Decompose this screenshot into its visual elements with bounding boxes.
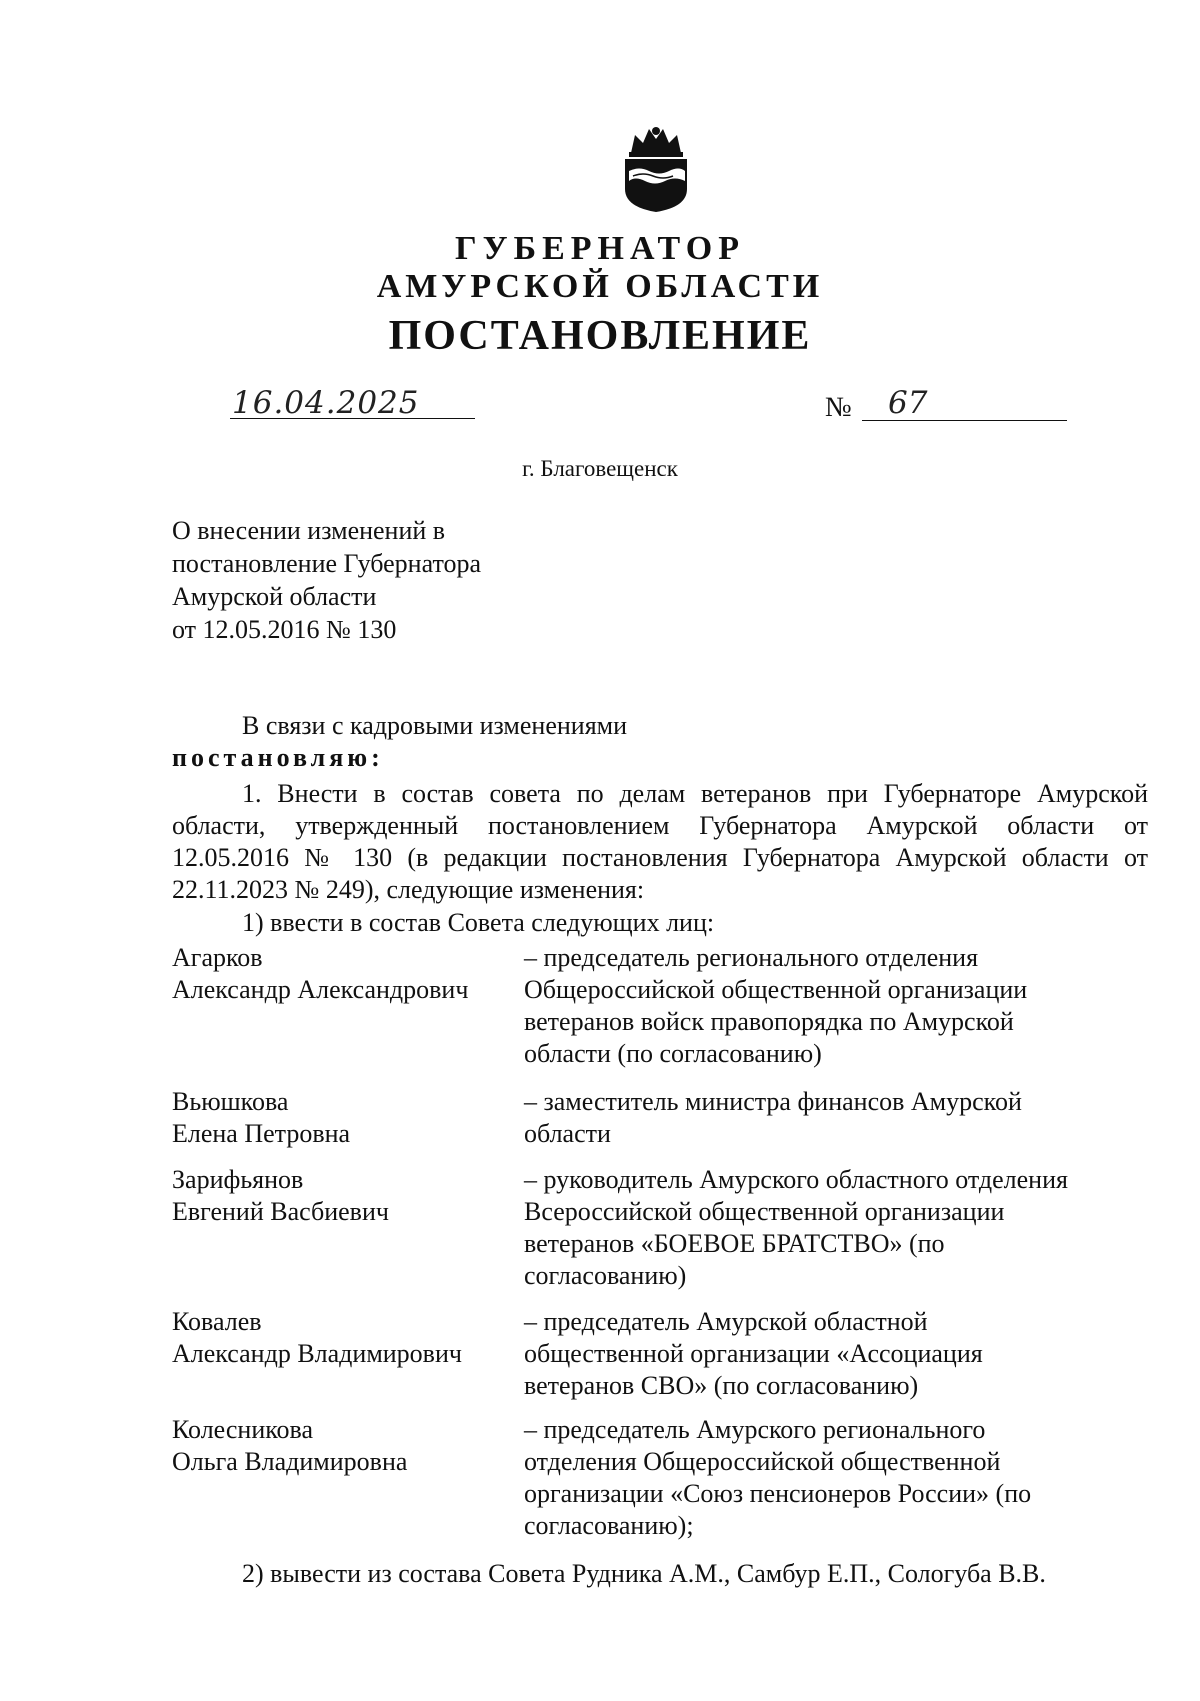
role-line: области (по согласованию) bbox=[524, 1039, 822, 1068]
member-given-name: Александр Владимирович bbox=[172, 1339, 462, 1368]
member-name bbox=[172, 1414, 512, 1478]
member-given-name: Александр Александрович bbox=[172, 975, 469, 1004]
member-name bbox=[172, 1306, 512, 1370]
city-label: г. Благовещенск bbox=[522, 456, 678, 481]
intro-block bbox=[172, 710, 1148, 774]
subitem-2: 2) вывести из состава Совета Рудника А.М., Самбур Е.П., Сологуба В.В. bbox=[242, 1559, 1046, 1588]
role-line: Общероссийской общественной организации bbox=[524, 975, 1028, 1004]
role-line: – председатель регионального отделения bbox=[524, 943, 979, 972]
paragraph-line: 1. Внести в состав совета по делам ветеранов при Губернаторе Амурской bbox=[242, 779, 1148, 808]
member-surname: Вьюшкова bbox=[172, 1087, 289, 1116]
date-underline bbox=[230, 418, 475, 419]
role-line: – председатель Амурского регионального bbox=[524, 1415, 986, 1444]
subject-line: от 12.05.2016 № 130 bbox=[172, 615, 397, 644]
member-given-name: Евгений Васбиевич bbox=[172, 1197, 389, 1226]
document-number: 67 bbox=[888, 385, 928, 421]
number-underline bbox=[862, 420, 1067, 421]
item-1-paragraph bbox=[172, 778, 1148, 906]
subject-line: Амурской области bbox=[172, 582, 377, 611]
role-line: согласованию); bbox=[524, 1511, 694, 1540]
member-given-name: Елена Петровна bbox=[172, 1119, 351, 1148]
member-name bbox=[172, 942, 512, 1006]
member-surname: Ковалев bbox=[172, 1307, 262, 1336]
role-line: Всероссийской общественной организации bbox=[524, 1197, 1005, 1226]
role-line: ветеранов «БОЕВОЕ БРАТСТВО» (по bbox=[524, 1229, 945, 1258]
role-line: ветеранов войск правопорядка по Амурской bbox=[524, 1007, 1014, 1036]
member-surname: Агарков bbox=[172, 943, 263, 972]
role-line: отделения Общероссийской общественной bbox=[524, 1447, 1001, 1476]
member-role bbox=[524, 1164, 1132, 1292]
member-role bbox=[524, 1086, 1132, 1150]
paragraph-line: 12.05.2016 № 130 (в редакции постановления Губернатора Амурской области от bbox=[172, 843, 1148, 872]
amur-oblast-coat-of-arms-icon bbox=[615, 123, 697, 213]
member-surname: Зарифьянов bbox=[172, 1165, 304, 1194]
decree-word: постановляю: bbox=[172, 743, 384, 772]
paragraph-line: области, утвержденный постановлением Губернатора Амурской области от bbox=[172, 811, 1148, 840]
role-line: ветеранов СВО» (по согласованию) bbox=[524, 1371, 919, 1400]
member-name bbox=[172, 1086, 512, 1150]
paragraph-line: 22.11.2023 № 249), следующие изменения: bbox=[172, 875, 645, 904]
member-given-name: Ольга Владимировна bbox=[172, 1447, 408, 1476]
document-date: 16.04.2025 bbox=[232, 385, 420, 421]
member-role bbox=[524, 1306, 1132, 1402]
member-role bbox=[524, 1414, 1132, 1542]
subitem-1: 1) ввести в состав Совета следующих лиц: bbox=[242, 908, 715, 937]
role-line: организации «Союз пенсионеров России» (по bbox=[524, 1479, 1032, 1508]
number-sign: № bbox=[825, 392, 852, 423]
intro-text: В связи с кадровыми изменениями bbox=[242, 711, 628, 740]
member-role bbox=[524, 942, 1132, 1070]
role-line: общественной организации «Ассоциация bbox=[524, 1339, 983, 1368]
issuer-region: АМУРСКОЙ ОБЛАСТИ bbox=[376, 268, 824, 305]
subject-line: постановление Губернатора bbox=[172, 549, 482, 578]
role-line: – руководитель Амурского областного отделения bbox=[524, 1165, 1068, 1194]
role-line: согласованию) bbox=[524, 1261, 687, 1290]
member-surname: Колесникова bbox=[172, 1415, 314, 1444]
role-line: области bbox=[524, 1119, 611, 1148]
subject-block bbox=[172, 514, 481, 646]
document-type: ПОСТАНОВЛЕНИЕ bbox=[388, 313, 812, 359]
role-line: – председатель Амурской областной bbox=[524, 1307, 928, 1336]
role-line: – заместитель министра финансов Амурской bbox=[524, 1087, 1022, 1116]
issuer-title: ГУБЕРНАТОР bbox=[455, 230, 745, 267]
subject-line: О внесении изменений в bbox=[172, 516, 446, 545]
member-name bbox=[172, 1164, 512, 1228]
